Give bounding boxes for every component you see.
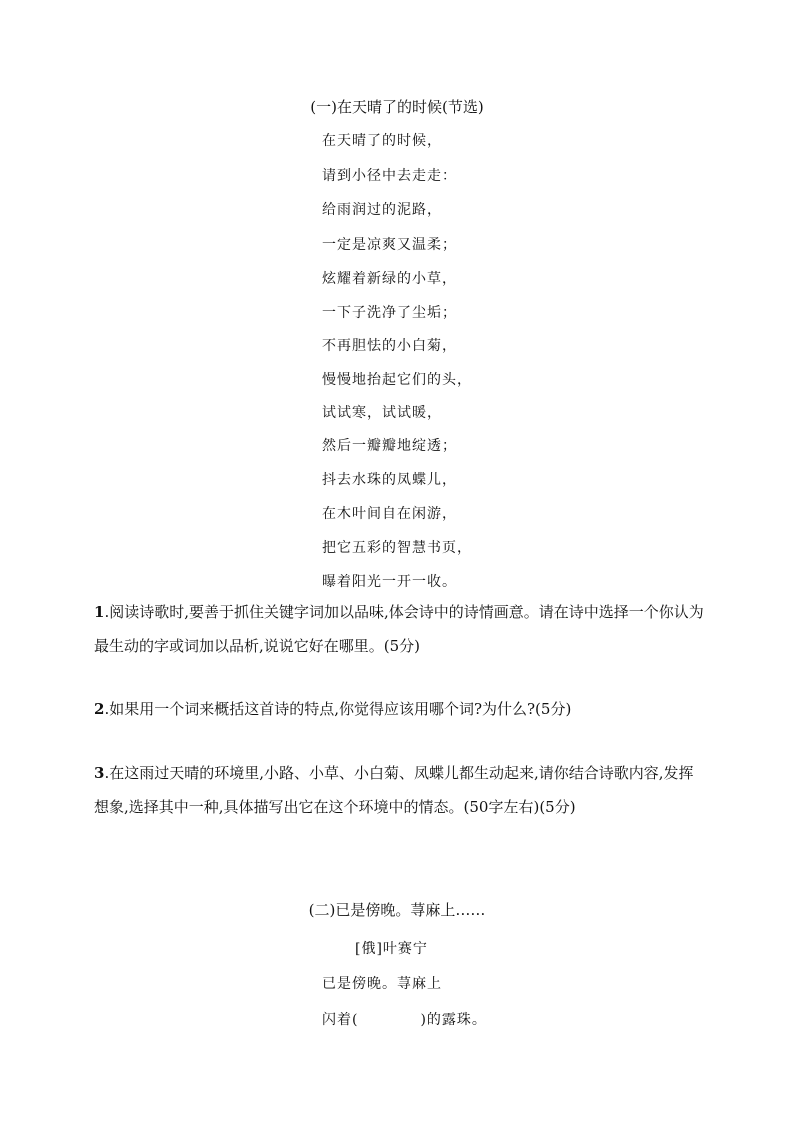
question-text: .在这雨过天晴的环境里,小路、小草、小白菊、凤蝶儿都生动起来,请你结合诗歌内容,发挥想象,选择其中一种,具体描写出它在这个环境中的情态。(50字左右)(5分) [94, 764, 694, 816]
question-1 [94, 595, 706, 663]
question-text: .阅读诗歌时,要善于抓住关键字词加以品味,体会诗中的诗情画意。请在诗中选择一个你认为最生动的字或词加以品析,说说它好在哪里。(5分) [94, 603, 704, 655]
poem-author: [俄]叶赛宁 [355, 941, 428, 957]
poem-line: 炫耀着新绿的小草， [322, 271, 457, 287]
question-number: 2 [94, 700, 105, 718]
poem-line: 给雨润过的泥路， [322, 202, 442, 218]
question-3 [94, 756, 706, 824]
poem-line: 在木叶间自在闲游， [322, 506, 457, 522]
poem-line: 曝着阳光一开一收。 [322, 574, 457, 590]
section2-title: (二)已是傍晚。荨麻上…… [308, 901, 486, 919]
section1-title: (一)在天晴了的时候(节选) [310, 98, 484, 116]
question-number: 3 [94, 764, 105, 782]
poem-line: 抖去水珠的凤蝶儿， [322, 472, 457, 488]
poem-line: 慢慢地抬起它们的头， [322, 372, 472, 388]
poem2-line-2 [322, 1009, 487, 1029]
question-2 [94, 692, 706, 726]
poem-line: 试试寒，试试暖， [322, 405, 442, 421]
poem-line: 一定是凉爽又温柔； [322, 237, 457, 253]
question-number: 1 [94, 603, 105, 621]
poem-line: 把它五彩的智慧书页， [322, 540, 472, 556]
poem-line: 请到小径中去走走： [322, 168, 457, 184]
line-text-after-blank: )的露珠。 [420, 1012, 487, 1028]
poem-line: 一下子洗净了尘垢； [322, 305, 457, 321]
question-text: .如果用一个词来概括这首诗的特点,你觉得应该用哪个词?为什么?(5分) [104, 700, 572, 718]
poem-line: 然后一瓣瓣地绽透； [322, 438, 457, 454]
poem-line: 不再胆怯的小白菊， [322, 338, 457, 354]
poem-line: 在天晴了的时候， [322, 133, 442, 149]
line-text-before-blank: 闪着( [322, 1012, 359, 1028]
poem2-line-1: 已是傍晚。荨麻上 [322, 976, 442, 992]
